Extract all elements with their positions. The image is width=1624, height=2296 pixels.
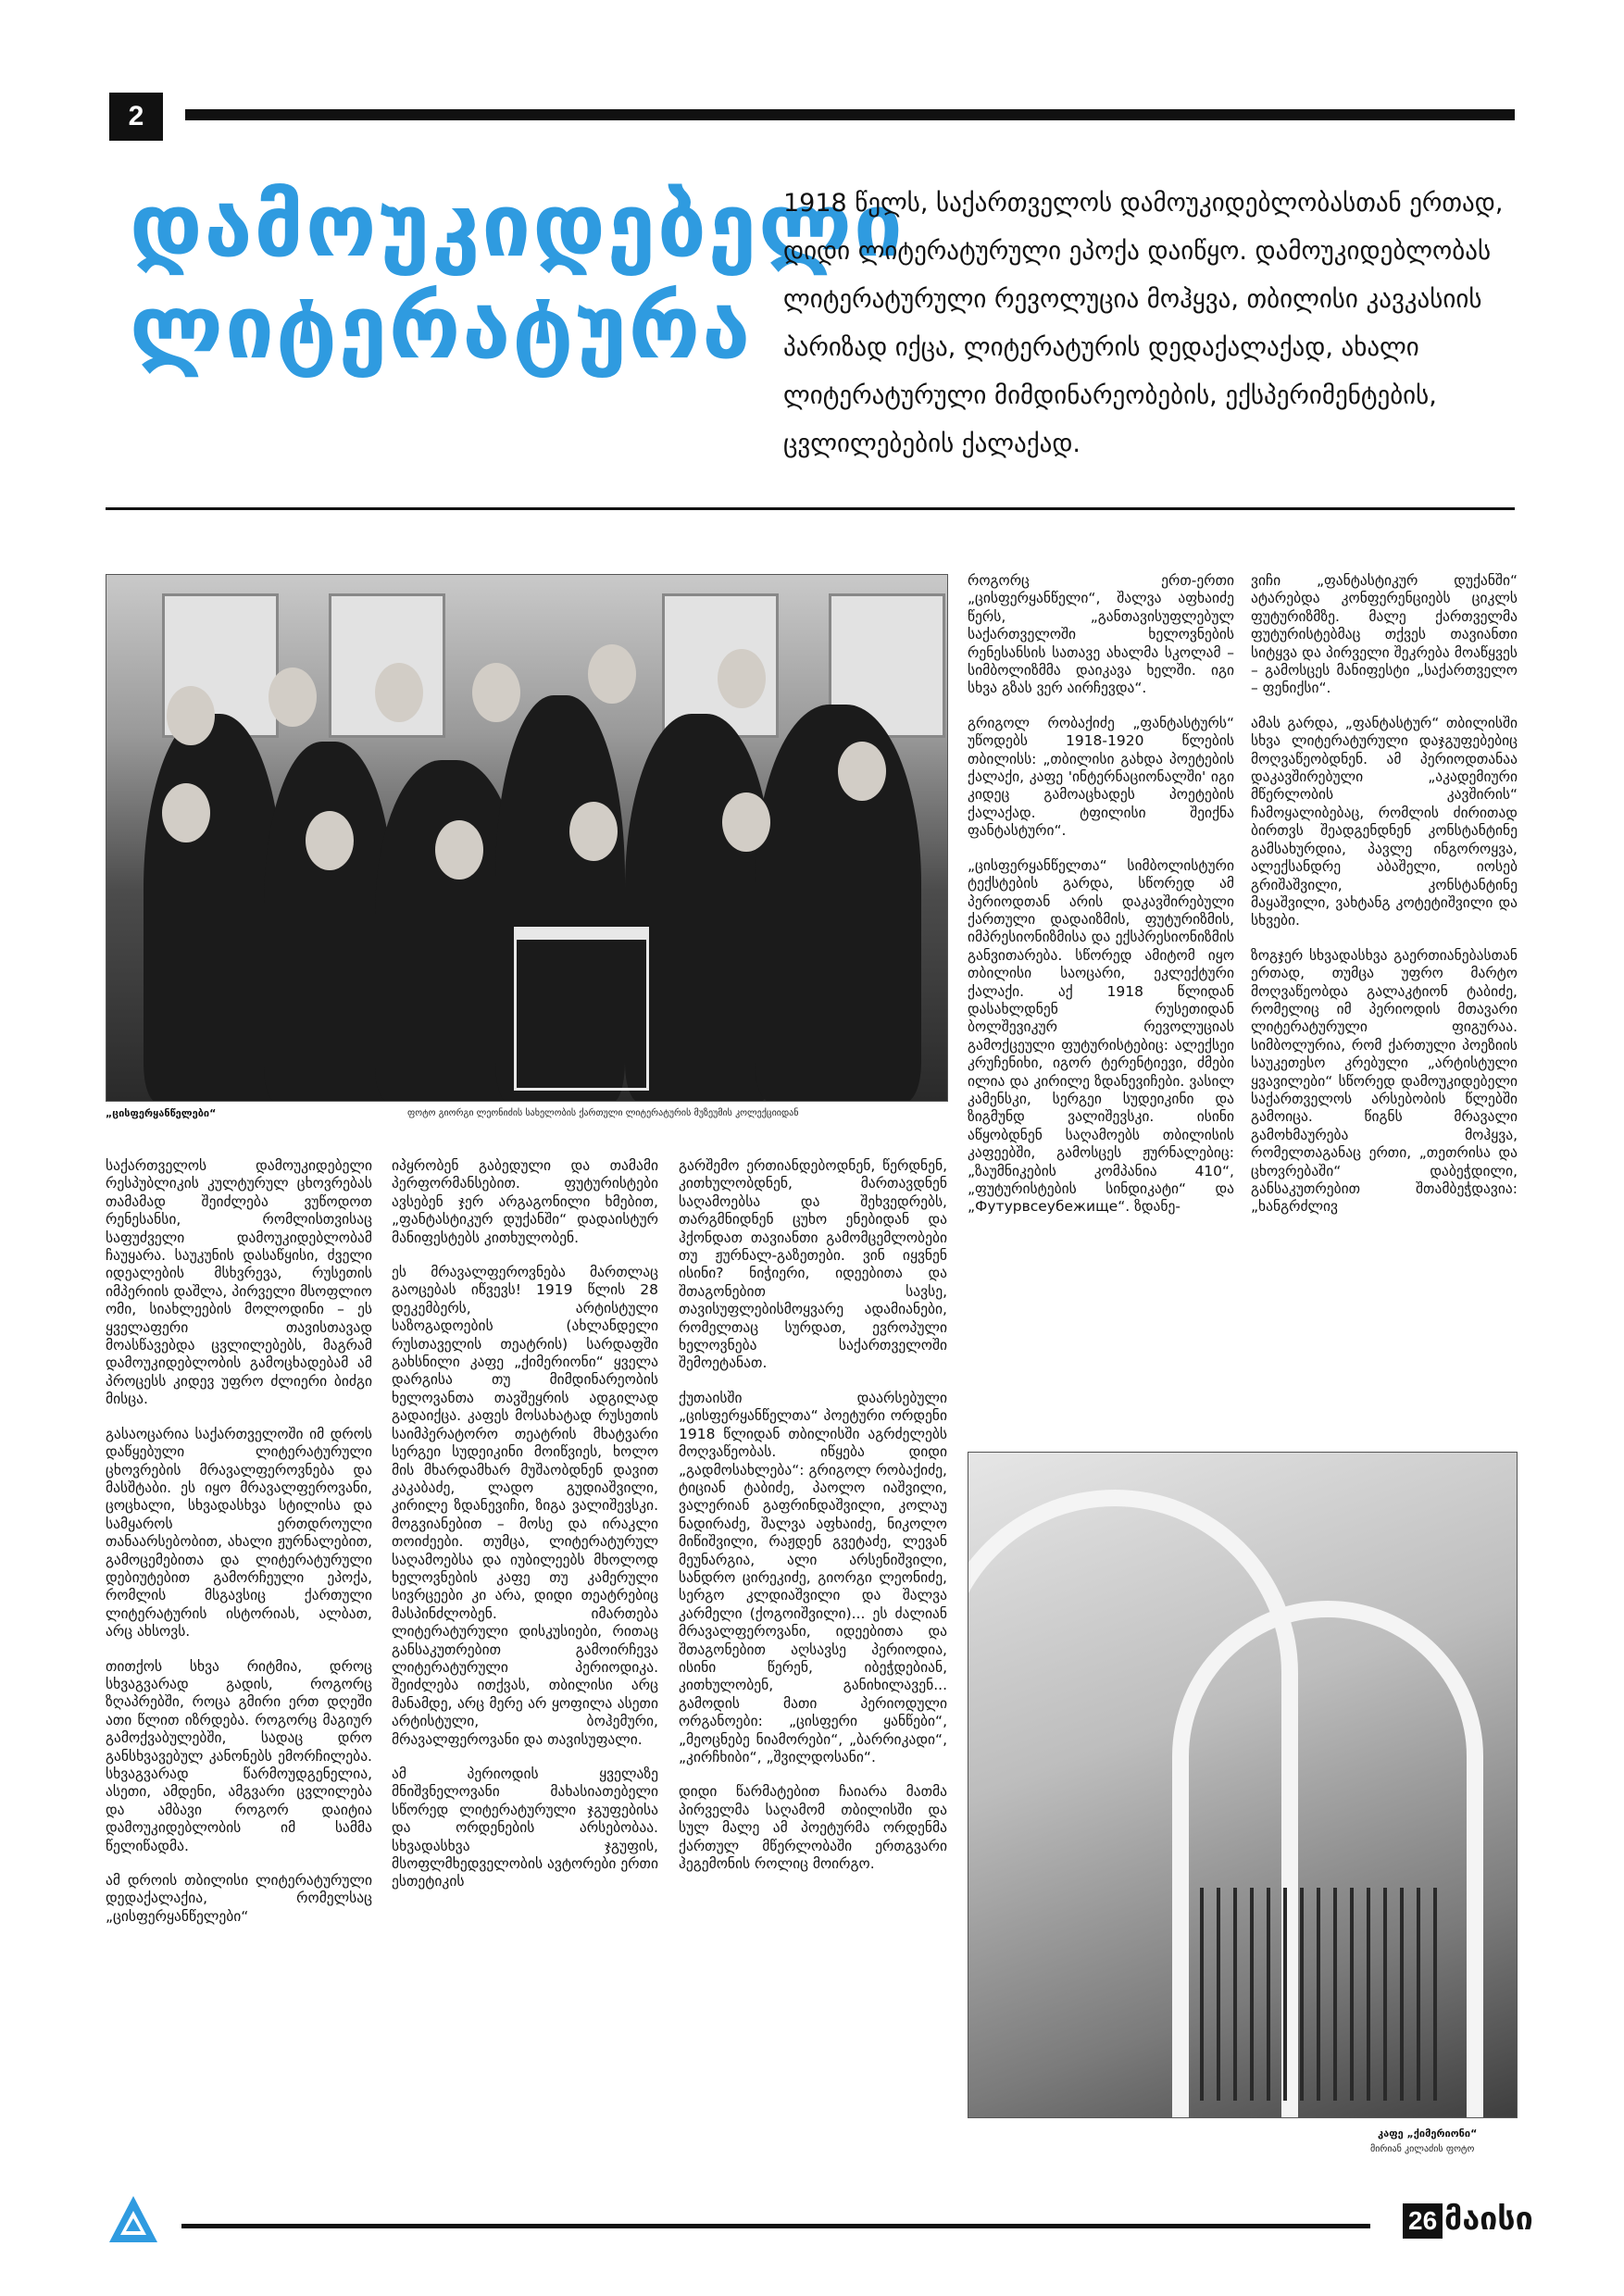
- headline: [130, 176, 905, 380]
- photo-face: [269, 668, 317, 727]
- triangle-logo-icon: [107, 2194, 159, 2246]
- section-rule: [106, 507, 1515, 510]
- paragraph: იპყრობენ გაბედული და თამამი პერფორმანსებით. ფუტურისტები ავსებენ ჯერ არგაგონილი ხმებით, „ფანტასტიკურ დუქანში“ დადაისტურ მანიფესტებს კითხულობენ.: [392, 1157, 658, 1246]
- paragraph: ამ დროის თბილისი ლიტერატურული დედაქალაქია, რომელსაც „ცისფერყანწელები“: [106, 1872, 372, 1925]
- photo-face: [472, 663, 520, 722]
- photo-face: [375, 663, 423, 722]
- paragraph: გრიგოლ რობაქიძე „ფანტასტურს“ უწოდებს 1918-1920 წლების თბილისს: „თბილისი გახდა პოეტების ქალაქი, კაფე 'ინტერნაციონალში' იგი კიდეც გამოაცხადეს პოეტების ქალაქად. ტფილისი შეიქნა ფანტასტური“.: [968, 714, 1234, 840]
- photo-face: [306, 811, 354, 870]
- deck-paragraph: 1918 წელს, საქართველოს დამოუკიდებლობასთან ერთად, დიდი ლიტერატურული ეპოქა დაიწყო. დამოუკიდებლობას ლიტერატურული რევოლუცია მოჰყვა, თბილისი კავკასიის პარიზად იქცა, ლიტერატურის დედაქალაქად, ახალი ლიტერატურული მიმდინარეობების, ექსპერიმენტების, ცვლილებების ქალაქად.: [783, 189, 1504, 458]
- photo-credit: ფოტო გიორგი ლეონიძის სახელობის ქართული ლიტერატურის მუზეუმის კოლექციიდან: [407, 1108, 799, 1118]
- cafe-photo: [968, 1452, 1518, 2118]
- paragraph: ამას გარდა, „ფანტასტურ“ თბილისში სხვა ლიტერატურული დაჯგუფებებიც მოღვაწეობდნენ. ამ პერიოდთანაა დაკავშირებული „აკადემიური მწერლობის კავშირის“ ჩამოყალიბებაც, რომლის ძირითად ბირთვს შეადგენდნენ კონსტანტინე გამსახურდია, პავლე ინგოროყვა, ალექსანდრე აბაშელი, იოსებ გრიშაშვილი, კონსტანტინე მაყაშვილი, ვახტანგ კოტეტიშვილი და სხვები.: [1251, 714, 1518, 930]
- upper-column-3: [968, 572, 1234, 1233]
- cafe-photo-credit: მირიან კილაძის ფოტო: [1370, 2144, 1475, 2154]
- photo-figure: [144, 714, 282, 1102]
- paragraph: ზოგჯერ სხვადასხვა გაერთიანებასთან ერთად, თუმცა უფრო მარტო მოღვაწეობდა გალაკტიონ ტაბიძე, რომელიც იმ პერიოდის მთავარი ლიტერატურული ფიგურაა. სიმბოლურია, რომ ქართული პოეზიის საუკეთესო კრებული „არტისტული ყვავილები“ სწორედ დამოუკიდებელი საქართველოს არსებობის წლებში გამოიცა. წიგნს მრავალი გამოხმაურება მოჰყვა, რომელთაგანაც ერთი, „თეთრისა და ცხოვრებაში“ დაბეჭდილი, განსაკუთრებით შთამბეჭდავია: „ხანგრძლივ: [1251, 946, 1518, 1216]
- photo-face: [838, 742, 886, 801]
- photo-face: [588, 644, 636, 704]
- headline-text: დამოუკიდებელი ლიტერატურა: [130, 176, 905, 379]
- lower-column-2: [392, 1157, 658, 1908]
- paragraph: დიდი წარმატებით ჩაიარა მათმა პირველმა საღამომ თბილისში და სულ მალე ამ პოეტურმა ორდენმა ქართულ მწერლობაში ერთგვარი ჰეგემონის როლიც მოირგო.: [679, 1783, 947, 1873]
- photo-table: [514, 927, 649, 1091]
- bottom-rule: [181, 2224, 1370, 2228]
- photo-face: [718, 649, 766, 708]
- paragraph: საქართველოს დამოუკიდებელი რესპუბლიკის კულტურულ ცხოვრებას თამამად შეიძლება ვუწოდოთ რენესანსი, რომლისთვისაც საფუძველი დამოუკიდებლობამ ჩაუყარა. საუკუნის დასაწყისი, ძველი იდეალების მსხვრევა, რუსეთის იმპერიის დაშლა, პირველი მსოფლიო ომი, სიახლეების მოლოდინი – ეს ყველაფერი თავისთავად მოასწავებდა ცვლილებებს, მაგრამ დამოუკიდებლობის გამოცხადებამ ამ პროცესს კიდევ უფრო ძლიერი ბიძგი მისცა.: [106, 1157, 372, 1408]
- photo-face: [722, 792, 770, 852]
- group-photo: [106, 574, 948, 1102]
- photo-figure: [264, 742, 394, 1102]
- upper-column-4: [1251, 572, 1518, 1233]
- photo-face: [167, 686, 215, 745]
- paragraph: გასაოცარია საქართველოში იმ დროს დაწყებული ლიტერატურული ცხოვრების მრავალფეროვნება და მასშტაბი. ეს იყო მრავალფეროვანი, ცოცხალი, სხვადასხვა სტილისა და სამყაროს ერთდროული თანაარსებობით, ახალი ჟურნალებით, გამოცემებითა და ლიტერატურული დებიუტებით გამორჩეული ეპოქა, რომლის მსგავსიც ქართული ლიტერატურის ისტორიას, ალბათ, არც ახსოვს.: [106, 1425, 372, 1641]
- paragraph: ვიჩი „ფანტასტიკურ დუქანში“ ატარებდა კონფერენციებს ციკლს ფუტურიზმზე. მალე ქართველმა ფუტურისტებმაც თქვეს თავიანთი სიტყვა და პირველი შეკრება მოაწყვეს – გამოსცეს მანიფესტი „საქართველო – ფენიქსი“.: [1251, 572, 1518, 697]
- top-rule: [185, 109, 1515, 120]
- magazine-name: მაისი: [1444, 2201, 1533, 2238]
- paragraph: გარშემო ერთიანდებოდნენ, წერდნენ, კითხულობდნენ, მართავდნენ საღამოებსა და შეხვედრებს, თარგმნიდნენ ცუხო ენებიდან და ჰქონდათ თავიანთი გამომცემლობები თუ ჟურნალ-გაზეთები. ვინ იყვნენ ისინი? ნიჭიერი, იდეებითა და შთაგონებით სავსე, თავისუფლებისმოყვარე ადამიანები, რომელთაც სურდათ, ევროპული ხელოვნება საქართველოში შემოეტანათ.: [679, 1157, 947, 1372]
- page-number: 2: [109, 93, 163, 141]
- photo-gate: [1200, 1888, 1441, 2101]
- paragraph: თითქოს სხვა რიტმია, დროც სხვაგვარად გადის, როგორც ზღაპრებში, როცა გმირი ერთ დღეში ათი წლით იზრდება. როგორც მაგიურ გამოქვაბულებში, სადაც დრო განსხვავებულ კანონებს ემორჩილება. სხვაგვარად წარმოუდგენელია, ასეთი, ამდენი, ამგვარი ცვლილება და ამბავი როგორ დაიტია დამოუკიდებლობის იმ სამმა წელიწადმა.: [106, 1657, 372, 1854]
- cafe-caption-title: კაფე „ქიმერიონი“: [1378, 2128, 1478, 2140]
- photo-caption-title: „ცისფერყანწელები“: [106, 1107, 217, 1119]
- lower-column-3: [679, 1157, 947, 1890]
- paragraph: როგორც ერთ-ერთი „ცისფერყანწელი“, შალვა აფხაიძე წერს, „განთავისუფლებულ საქართველოში ხელოვნების რენესანსის სათავე ახალმა სკოლამ – სიმბოლიზმმა დაიკავა ხელში. იგი სხვა გზას ვერ აირჩევდა“.: [968, 572, 1234, 697]
- photo-face: [435, 820, 483, 880]
- paragraph: „ცისფერყანწელთა“ სიმბოლისტური ტექსტების გარდა, სწორედ ამ პერიოდთან არის დაკავშირებული ქართული დადაიზმის, ფუტურიზმის, იმპრესიონიზმისა და ექსპრესიონიზმის განვითარება. სწორედ ამიტომ იყო თბილისი საოცარი, ეკლექტური ქალაქი. აქ 1918 წლიდან დასახლდნენ რუსეთიდან ბოლშევიკურ რევოლუციას გამოქცეული ფუტურისტებიც: ალექსეი კრუჩენიხი, იგორ ტერენტიევი, ძმები ილია და კირილე ზდანევიჩები. ვასილ კამენსკი, სერგეი სუდეიკინი და ზიგმუნდ ვალიშევსკი. ისინი აწყობდნენ საღამოებს თბილისის კაფეებში, გამოსცეს ჟურნალებიც: „ზაუმნიკების კომპანია 410“, „ფუტურისტების სინდიკატი“ და „Футурвсеубежище“. ზდანე-: [968, 856, 1234, 1216]
- paragraph: ეს მრავალფეროვნება მართლაც გაოცებას იწვევს! 1919 წლის 28 დეკემბერს, არტისტული საზოგადოების (ახლანდელი რუსთაველის თეატრის) სარდაფში გახსნილი კაფე „ქიმერიონი“ ყველა დარგისა თუ მიმდინარეობის ხელოვანთა თავშეყრის ადგილად გადაიქცა. კაფეს მოსახატად რუსეთის საიმპერატორო თეატრის მხატვარი სერგეი სუდეიკინი მოიწვიეს, ხოლო მის მხარდამხარ მუშაობდნენ დავით კაკაბაძე, ლადო გუდიაშვილი, კირილე ზდანევიჩი, ზიგა ვალიშევსკი. მოგვიანებით – მოსე და ირაკლი თოიძეები. თუმცა, ლიტერატურულ საღამოებსა და იუბილეებს მხოლოდ ხელოვნების კაფე თუ კამერული სივრცეები კი არა, დიდი თეატრებიც მასპინძლობენ. იმართება ლიტერატურული დისკუსიები, რითაც განსაკუთრებით გამოირჩევა ლიტერატურული პერიოდიკა. შეიძლება ითქვას, თბილისი არც მანამდე, არც მერე არ ყოფილა ასეთი არტისტული, ბოჰემური, მრავალფეროვანი და თავისუფალი.: [392, 1264, 658, 1748]
- paragraph: ქუთაისში დაარსებული „ცისფერყანწელთა“ პოეტური ორდენი 1918 წლიდან თბილისში აგრძელებს მოღვაწეობას. იწყება დიდი „გადმოსახლება“: გრიგოლ რობაქიძე, ტიციან ტაბიძე, პაოლო იაშვილი, ვალერიან გაფრინდაშვილი, კოლაუ ნადირაძე, შალვა აფხაიძე, ნიკოლო მიწიშვილი, რაჟდენ გვეტაძე, ლევან მეუნარგია, ალი არსენიშვილი, სანდრო ცირეკიძე, გიორგი ლეონიძე, სერგო კლდიაშვილი და შალვა კარმელი (ქოგოიშვილი)... ეს ძალიან მრავალფეროვანი, იდეებითა და შთაგონებით აღსავსე პერიოდია, ისინი წერენ, იბეჭდებიან, კითხულობენ, განიხილავენ... გამოდის მათი პერიოდული ორგანოები: „ცისფერი ყანწები“, „მეოცნებე ნიამორები“, „ბარრიკადი“, „კირჩხიბი“, „შვილდოსანი“.: [679, 1389, 947, 1766]
- photo-face: [162, 783, 210, 842]
- photo-face: [569, 802, 618, 861]
- issue-number: 26: [1403, 2203, 1443, 2239]
- paragraph: ამ პერიოდის ყველაზე მნიშვნელოვანი მახასიათებელი სწორედ ლიტერატურული ჯგუფებისა და ორდენების არსებობაა. სხვადასხვა ჯგუფის, მსოფლმხედველობის ავტორები ერთი ესთეტიკის: [392, 1766, 658, 1890]
- lower-column-1: [106, 1157, 372, 1942]
